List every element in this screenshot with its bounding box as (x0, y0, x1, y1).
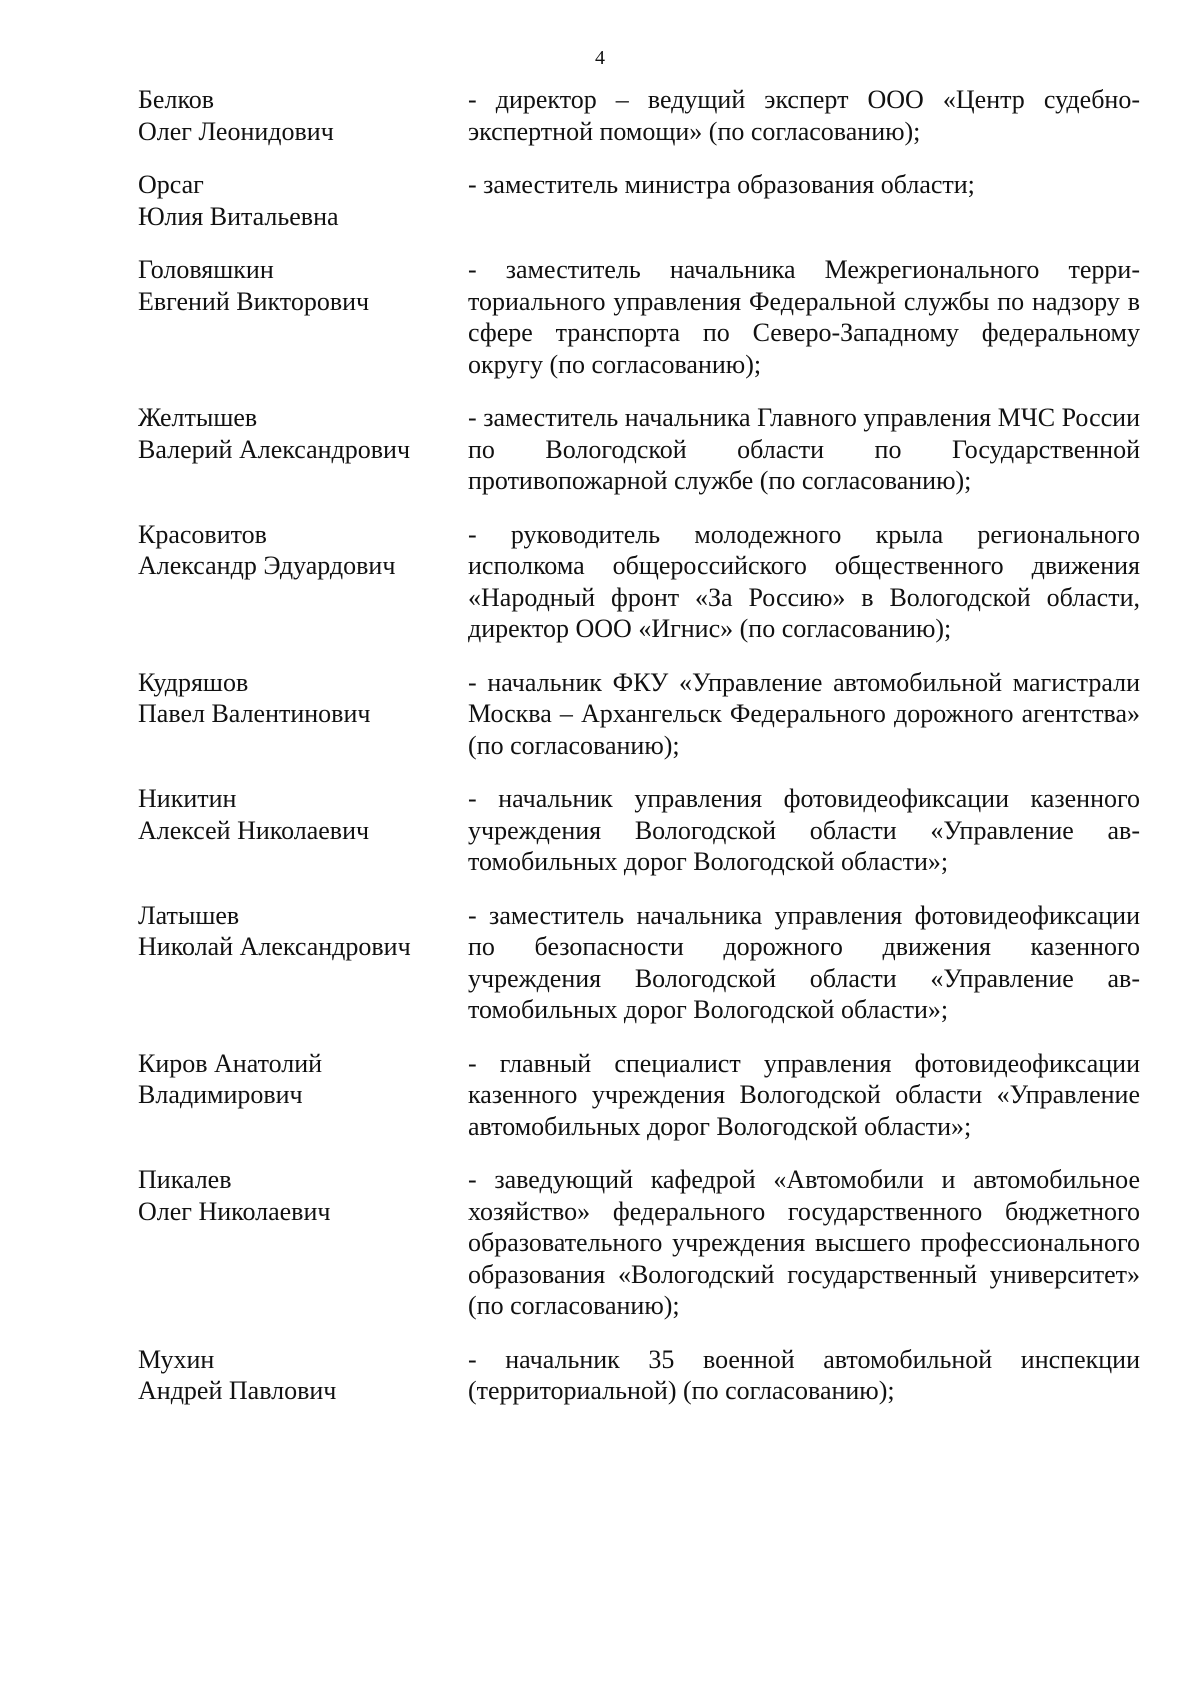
member-entry (138, 169, 1140, 232)
member-name (138, 1048, 468, 1111)
member-name (138, 254, 468, 317)
member-name (138, 519, 468, 582)
member-surname: Головяшкин (138, 255, 274, 284)
member-surname: Орсаг (138, 170, 204, 199)
entry-spacer (138, 232, 1140, 254)
member-surname: Киров Анатолий (138, 1048, 323, 1078)
member-given-names: Павел Валентинович (138, 699, 371, 728)
member-given-names: Олег Николаевич (138, 1196, 331, 1226)
member-role: - главный специалист управления фотовидеофиксации казенного учреждения Вологодской области «Управление автомобильных дорог Вологодской области»; (468, 1048, 1140, 1141)
entry-spacer (138, 1322, 1140, 1344)
member-surname: Мухин (138, 1344, 215, 1374)
member-given-names: Владимирович (138, 1080, 303, 1109)
entry-spacer (138, 147, 1140, 169)
entry-spacer (138, 497, 1140, 519)
member-surname: Белков (138, 85, 215, 114)
member-given-names: Николай Александрович (138, 932, 411, 961)
member-surname: Красовитов (138, 519, 267, 549)
member-name (138, 1164, 468, 1227)
entry-spacer (138, 878, 1140, 900)
member-surname: Пикалев (138, 1165, 232, 1194)
member-role: - руководитель молодежного крыла регионального исполкома общероссийского общественного движения «Народный фронт «За Россию» в Вологодской области, директор ООО «Игнис» (по согласованию); (468, 519, 1140, 643)
member-entry (138, 254, 1140, 380)
member-surname: Латышев (138, 900, 240, 930)
member-entry (138, 519, 1140, 645)
member-surname: Желтышев (138, 403, 258, 432)
member-role: - заместитель министра образования области; (468, 170, 975, 199)
member-surname: Кудряшов (138, 667, 249, 697)
commission-members-list (138, 84, 1140, 1407)
entry-spacer (138, 380, 1140, 402)
page-number: 4 (595, 47, 605, 69)
member-entry (138, 667, 1140, 762)
member-surname: Никитин (138, 784, 237, 813)
entry-spacer (138, 645, 1140, 667)
member-given-names: Александр Эдуардович (138, 551, 396, 580)
member-entry (138, 1344, 1140, 1407)
member-role: - начальник 35 военной автомобильной инспекции (территориальной) (по согласованию); (468, 1344, 1140, 1405)
member-entry (138, 402, 1140, 497)
member-role: - начальник ФКУ «Управление автомобильной магистрали Москва – Архангельск Федерального дорожного агентства» (по согласованию); (468, 667, 1140, 760)
member-entry (138, 84, 1140, 147)
member-entry (138, 900, 1140, 1026)
member-given-names: Андрей Павлович (138, 1376, 337, 1405)
member-entry (138, 1164, 1140, 1322)
member-role: - заместитель начальника Главного управления МЧС России по Вологодской области по Государственной противопожарной службе (по согласованию); (468, 403, 1140, 495)
member-given-names: Олег Леонидович (138, 116, 334, 146)
member-name (138, 900, 468, 963)
member-name (138, 84, 468, 147)
member-role: - начальник управления фотовидеофиксации казенного учреждения Вологодской области «Управление автомобильных дорог Вологодской области»; (468, 784, 1140, 876)
member-role: - заместитель начальника Межрегионального территориального управления Федеральной службы по надзору в сфере транспорта по Северо-Западному федеральному округу (по согласованию); (468, 255, 1140, 379)
entry-spacer (138, 761, 1140, 783)
member-name (138, 1344, 468, 1407)
member-entry (138, 1048, 1140, 1143)
member-given-names: Юлия Витальевна (138, 201, 339, 231)
member-given-names: Алексей Николаевич (138, 815, 370, 845)
entry-spacer (138, 1026, 1140, 1048)
member-entry (138, 783, 1140, 878)
member-given-names: Евгений Викторович (138, 286, 370, 316)
entry-spacer (138, 1142, 1140, 1164)
member-role: - заведующий кафедрой «Автомобили и автомобильное хозяйство» федерального государственного бюджетного образовательного учреждения высшего профессионального образования «Вологодский государственный университет» (по согласованию); (468, 1165, 1140, 1320)
member-name (138, 783, 468, 846)
member-role: - заместитель начальника управления фотовидеофиксации по безопасности дорожного движения казенного учреждения Вологодской области «Управление автомобильных дорог Вологодской области»; (468, 900, 1140, 1024)
member-name (138, 169, 468, 232)
member-given-names: Валерий Александрович (138, 434, 411, 464)
member-name (138, 667, 468, 730)
member-name (138, 402, 468, 465)
member-role: - директор – ведущий эксперт ООО «Центр судебно-экспертной помощи» (по согласованию); (468, 85, 1140, 146)
